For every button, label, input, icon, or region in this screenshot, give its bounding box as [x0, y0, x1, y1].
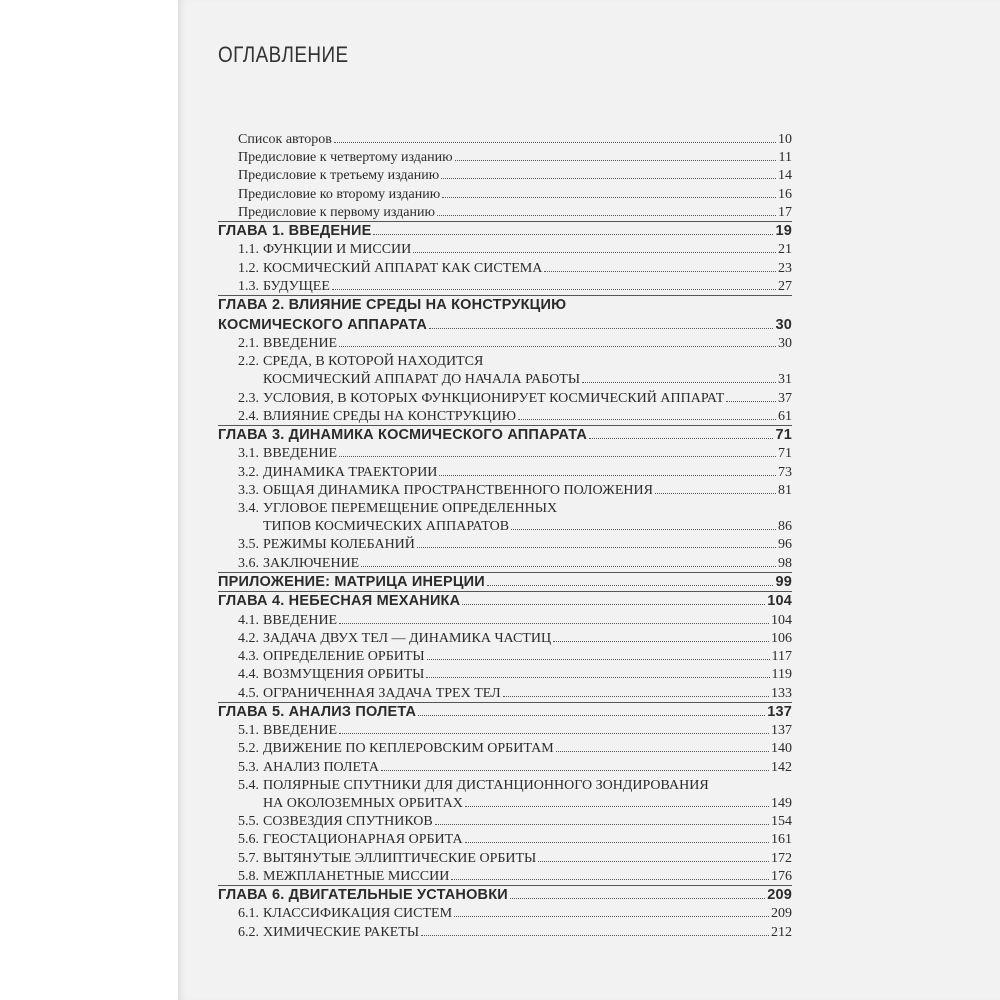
page-number: 149	[771, 795, 792, 811]
section-number: 1.2.	[238, 260, 259, 276]
page-number: 209	[771, 906, 792, 922]
entry-title: НА ОКОЛОЗЕМНЫХ ОРБИТАХ	[263, 795, 463, 811]
leader-dots	[454, 916, 769, 917]
leader-dots	[439, 475, 776, 476]
toc-section-5-5[interactable]	[218, 813, 792, 831]
section-number: 5.2.	[238, 741, 259, 757]
entry-title: ФУНКЦИИ И МИССИИ	[263, 242, 412, 258]
leader-dots	[441, 178, 776, 179]
page-number: 71	[775, 426, 792, 443]
entry-title: КЛАССИФИКАЦИЯ СИСТЕМ	[263, 906, 453, 922]
entry-title: ХИМИЧЕСКИЕ РАКЕТЫ	[263, 924, 420, 940]
page-number: 23	[778, 260, 792, 276]
leader-dots	[544, 271, 776, 272]
page-number: 209	[767, 886, 792, 903]
section-number: 5.3.	[238, 759, 259, 775]
page-number: 11	[778, 150, 792, 166]
entry-title: Предисловие ко второму изданию	[238, 186, 441, 202]
leader-dots	[418, 715, 765, 716]
page-number: 17	[778, 204, 792, 220]
page-number: 14	[778, 168, 792, 184]
entry-title: ТИПОВ КОСМИЧЕСКИХ АППАРАТОВ	[263, 519, 510, 535]
page-number: 99	[775, 573, 792, 590]
leader-dots	[339, 346, 776, 347]
entry-title: ВВЕДЕНИЕ	[263, 612, 338, 628]
entry-title: ПОЛЯРНЫЕ СПУТНИКИ ДЛЯ ДИСТАНЦИОННОГО ЗОНДИРОВАНИЯ	[263, 777, 709, 793]
section-number: 3.2.	[238, 464, 259, 480]
toc-entry-preface-4[interactable]	[218, 149, 792, 167]
leader-dots	[487, 585, 774, 586]
page-number: 119	[771, 667, 792, 683]
entry-title: БУДУЩЕЕ	[263, 278, 330, 294]
section-number: 1.3.	[238, 278, 259, 294]
page-number: 172	[771, 850, 792, 866]
toc-section-6-2[interactable]	[218, 924, 792, 942]
page-number: 212	[771, 924, 792, 940]
page-number: 86	[778, 519, 792, 535]
leader-dots	[334, 142, 776, 143]
page-number: 21	[778, 242, 792, 258]
entry-title: КОСМИЧЕСКОГО АППАРАТА	[218, 316, 428, 333]
entry-title: КОСМИЧЕСКИЙ АППАРАТ ДО НАЧАЛА РАБОТЫ	[263, 372, 581, 388]
leader-dots	[427, 659, 770, 660]
entry-title: ЗАКЛЮЧЕНИЕ	[263, 555, 360, 571]
leader-dots	[442, 197, 776, 198]
page-number: 142	[771, 759, 792, 775]
page-number: 19	[775, 222, 792, 239]
entry-title: ВЫТЯНУТЫЕ ЭЛЛИПТИЧЕСКИЕ ОРБИТЫ	[263, 850, 537, 866]
page-number: 81	[778, 482, 792, 498]
toc-section-1-1[interactable]	[218, 241, 792, 259]
toc-section-1-2[interactable]	[218, 260, 792, 278]
toc-section-2-2-cont[interactable]	[218, 371, 792, 389]
section-number: 5.7.	[238, 850, 259, 866]
toc-chapter-2-cont[interactable]	[218, 316, 792, 336]
section-number: 2.2.	[238, 354, 259, 370]
section-number: 5.4.	[238, 777, 259, 793]
entry-title: РЕЖИМЫ КОЛЕБАНИЙ	[263, 537, 415, 553]
section-number: 5.8.	[238, 868, 259, 884]
leader-dots	[511, 529, 776, 530]
page-number: 161	[771, 832, 792, 848]
toc-section-5-1[interactable]	[218, 722, 792, 740]
toc-section-2-4[interactable]	[218, 408, 792, 426]
toc-chapter-1[interactable]	[218, 222, 792, 242]
leader-dots	[538, 861, 769, 862]
toc-section-3-5[interactable]	[218, 536, 792, 554]
toc-section-3-2[interactable]	[218, 464, 792, 482]
toc-section-3-3[interactable]	[218, 482, 792, 500]
entry-title: ПРИЛОЖЕНИЕ: МАТРИЦА ИНЕРЦИИ	[218, 573, 485, 590]
page-number: 37	[778, 390, 792, 406]
leader-dots	[726, 401, 776, 402]
leader-dots	[435, 824, 769, 825]
leader-dots	[417, 547, 776, 548]
section-number: 3.3.	[238, 482, 259, 498]
entry-title: Список авторов	[238, 132, 332, 147]
toc-section-4-2[interactable]	[218, 630, 792, 648]
section-number: 5.6.	[238, 832, 259, 848]
page-number: 16	[778, 186, 792, 202]
entry-title: ВВЕДЕНИЕ	[263, 336, 338, 351]
table-of-contents	[218, 131, 792, 942]
section-number: 4.1.	[238, 612, 259, 628]
entry-title: ЗАДАЧА ДВУХ ТЕЛ — ДИНАМИКА ЧАСТИЦ	[263, 630, 552, 646]
section-number: 2.1.	[238, 336, 259, 351]
leader-dots	[421, 935, 769, 936]
section-number: 3.6.	[238, 555, 259, 571]
section-number: 3.4.	[238, 501, 259, 516]
page-number: 137	[771, 723, 792, 739]
entry-title: ДИНАМИКА ТРАЕКТОРИИ	[263, 464, 438, 480]
toc-chapter-6[interactable]	[218, 886, 792, 906]
page-number: 117	[771, 649, 792, 665]
entry-title: ВВЕДЕНИЕ	[263, 446, 338, 462]
toc-entry-authors[interactable]	[218, 131, 792, 149]
toc-section-3-6[interactable]	[218, 555, 792, 573]
toc-section-4-3[interactable]	[218, 648, 792, 666]
section-number: 1.1.	[238, 242, 259, 258]
section-number: 2.3.	[238, 390, 259, 406]
page-number: 154	[771, 814, 792, 830]
leader-dots	[510, 898, 765, 899]
toc-entry-preface-1[interactable]	[218, 204, 792, 222]
page-number: 61	[778, 408, 792, 424]
toc-section-4-5[interactable]	[218, 685, 792, 703]
toc-chapter-5[interactable]	[218, 703, 792, 723]
entry-title: ГЛАВА 4. НЕБЕСНАЯ МЕХАНИКА	[218, 593, 461, 610]
leader-dots	[373, 234, 773, 235]
page-number: 73	[778, 464, 792, 480]
section-number: 6.1.	[238, 906, 259, 922]
section-number: 5.1.	[238, 723, 259, 739]
toc-section-4-1[interactable]	[218, 612, 792, 630]
leader-dots	[332, 289, 776, 290]
leader-dots	[339, 733, 769, 734]
page-number: 27	[778, 278, 792, 294]
section-number: 4.2.	[238, 630, 259, 646]
entry-title: ГЛАВА 3. ДИНАМИКА КОСМИЧЕСКОГО АППАРАТА	[218, 426, 588, 443]
page-number: 176	[771, 868, 792, 884]
toc-appendix[interactable]	[218, 573, 792, 593]
entry-title: ГЛАВА 2. ВЛИЯНИЕ СРЕДЫ НА КОНСТРУКЦИЮ	[218, 297, 567, 313]
leader-dots	[655, 493, 776, 494]
toc-section-3-4[interactable]	[218, 500, 792, 518]
leader-dots	[556, 751, 769, 752]
entry-title: СОЗВЕЗДИЯ СПУТНИКОВ	[263, 814, 433, 830]
section-number: 3.1.	[238, 446, 259, 462]
page-number: 98	[778, 555, 792, 571]
page-number: 96	[778, 537, 792, 553]
entry-title: Предисловие к третьему изданию	[238, 168, 440, 184]
toc-chapter-3[interactable]	[218, 426, 792, 446]
entry-title: ОБЩАЯ ДИНАМИКА ПРОСТРАНСТВЕННОГО ПОЛОЖЕНИЯ	[263, 482, 653, 498]
toc-section-5-2[interactable]	[218, 740, 792, 758]
toc-section-2-2[interactable]	[218, 353, 792, 371]
leader-dots	[413, 252, 776, 253]
entry-title: Предисловие к первому изданию	[238, 204, 435, 220]
toc-section-3-1[interactable]	[218, 445, 792, 463]
toc-section-4-4[interactable]	[218, 666, 792, 684]
entry-title: ОГРАНИЧЕННАЯ ЗАДАЧА ТРЕХ ТЕЛ	[263, 685, 501, 701]
page-number: 137	[767, 703, 792, 720]
section-number: 3.5.	[238, 537, 259, 553]
page-number: 10	[778, 132, 792, 147]
entry-title: ОПРЕДЕЛЕНИЕ ОРБИТЫ	[263, 649, 425, 665]
leader-dots	[553, 641, 769, 642]
page-number: 106	[771, 630, 792, 646]
section-number: 4.4.	[238, 667, 259, 683]
leader-dots	[437, 215, 776, 216]
leader-dots	[381, 770, 769, 771]
page-number: 31	[778, 372, 792, 388]
section-number: 6.2.	[238, 924, 259, 940]
page-number: 30	[778, 336, 792, 351]
leader-dots	[429, 328, 773, 329]
toc-section-1-3[interactable]	[218, 278, 792, 296]
toc-section-5-6[interactable]	[218, 831, 792, 849]
leader-dots	[426, 677, 769, 678]
leader-dots	[518, 419, 776, 420]
toc-section-5-4-cont[interactable]	[218, 795, 792, 813]
page-number: 104	[767, 593, 792, 610]
toc-entry-preface-2[interactable]	[218, 186, 792, 204]
entry-title: ГЛАВА 5. АНАЛИЗ ПОЛЕТА	[218, 703, 417, 720]
toc-entry-preface-3[interactable]	[218, 167, 792, 185]
entry-title: ГЛАВА 6. ДВИГАТЕЛЬНЫЕ УСТАНОВКИ	[218, 886, 508, 903]
leader-dots	[503, 696, 769, 697]
leader-dots	[465, 806, 769, 807]
leader-dots	[451, 879, 769, 880]
toc-section-5-4[interactable]	[218, 777, 792, 795]
leader-dots	[361, 566, 776, 567]
leader-dots	[462, 604, 765, 605]
page-number: 133	[771, 685, 792, 701]
page-title: ОГЛАВЛЕНИЕ	[218, 42, 349, 67]
toc-section-2-3[interactable]	[218, 390, 792, 408]
leader-dots	[339, 456, 776, 457]
toc-section-5-7[interactable]	[218, 850, 792, 868]
entry-title: КОСМИЧЕСКИЙ АППАРАТ КАК СИСТЕМА	[263, 260, 543, 276]
leader-dots	[589, 438, 773, 439]
entry-title: ВОЗМУЩЕНИЯ ОРБИТЫ	[263, 667, 425, 683]
page-number: 140	[771, 741, 792, 757]
leader-dots	[465, 842, 769, 843]
entry-title: ГЕОСТАЦИОНАРНАЯ ОРБИТА	[263, 832, 463, 848]
entry-title: АНАЛИЗ ПОЛЕТА	[263, 759, 379, 775]
entry-title: УГЛОВОЕ ПЕРЕМЕЩЕНИЕ ОПРЕДЕЛЕННЫХ	[263, 501, 558, 516]
section-number: 4.5.	[238, 685, 259, 701]
entry-title: ДВИЖЕНИЕ ПО КЕПЛЕРОВСКИМ ОРБИТАМ	[263, 741, 554, 757]
entry-title: Предисловие к четвертому изданию	[238, 150, 453, 166]
toc-section-6-1[interactable]	[218, 905, 792, 923]
toc-chapter-2[interactable]	[218, 296, 792, 316]
toc-section-5-3[interactable]	[218, 759, 792, 777]
entry-title: УСЛОВИЯ, В КОТОРЫХ ФУНКЦИОНИРУЕТ КОСМИЧЕСКИЙ АППАРАТ	[263, 390, 725, 406]
entry-title: СРЕДА, В КОТОРОЙ НАХОДИТСЯ	[263, 354, 484, 370]
toc-chapter-4[interactable]	[218, 592, 792, 612]
page-number: 30	[775, 316, 792, 333]
toc-section-2-1[interactable]	[218, 335, 792, 353]
section-number: 5.5.	[238, 814, 259, 830]
leader-dots	[455, 160, 776, 161]
section-number: 4.3.	[238, 649, 259, 665]
entry-title: МЕЖПЛАНЕТНЫЕ МИССИИ	[263, 868, 450, 884]
toc-section-5-8[interactable]	[218, 868, 792, 886]
entry-title: ВВЕДЕНИЕ	[263, 723, 338, 739]
page-number: 104	[771, 612, 792, 628]
section-number: 2.4.	[238, 408, 259, 424]
page-number: 71	[778, 446, 792, 462]
entry-title: ВЛИЯНИЕ СРЕДЫ НА КОНСТРУКЦИЮ	[263, 408, 517, 424]
leader-dots	[582, 382, 776, 383]
leader-dots	[339, 623, 769, 624]
toc-section-3-4-cont[interactable]	[218, 518, 792, 536]
entry-title: ГЛАВА 1. ВВЕДЕНИЕ	[218, 222, 372, 239]
